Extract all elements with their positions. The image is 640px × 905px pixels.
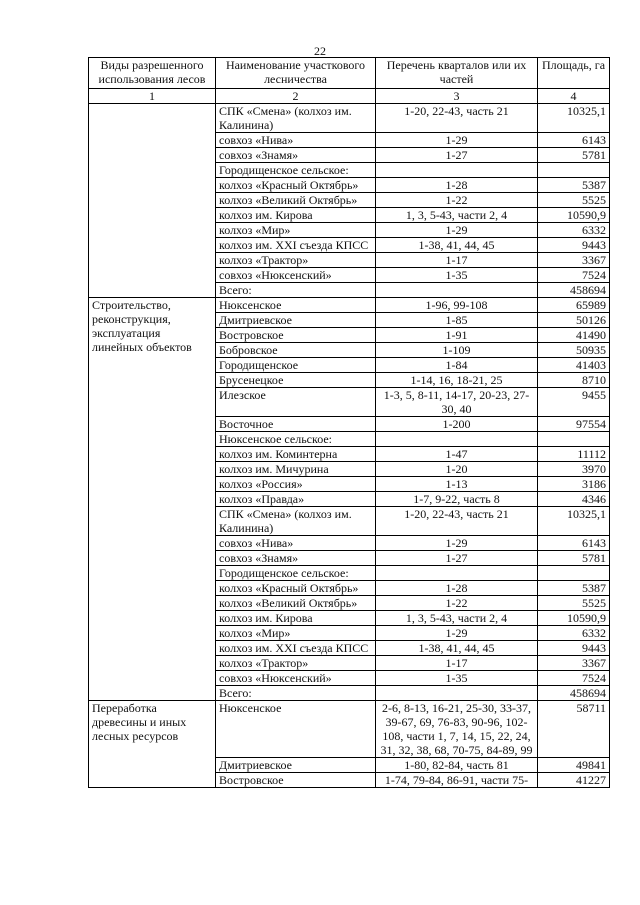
block-list-cell: 1-20: [376, 462, 538, 477]
block-list-cell: 1-38, 41, 44, 45: [376, 238, 538, 253]
block-list-cell: 1-96, 99-108: [376, 298, 538, 313]
area-cell: 3186: [538, 477, 610, 492]
block-list-cell: 1-7, 9-22, часть 8: [376, 492, 538, 507]
block-list-cell: [376, 686, 538, 701]
forestry-name-cell: Нюксенское: [216, 701, 376, 758]
table-row: [89, 701, 610, 758]
forestry-name-cell: совхоз «Нива»: [216, 536, 376, 551]
forestry-name-cell: Илезское: [216, 388, 376, 417]
forestry-name-cell: колхоз им. Коминтерна: [216, 447, 376, 462]
area-cell: [538, 432, 610, 447]
area-cell: 9443: [538, 238, 610, 253]
area-cell: 4346: [538, 492, 610, 507]
forestry-name-cell: совхоз «Знамя»: [216, 148, 376, 163]
forestry-name-cell: колхоз «Красный Октябрь»: [216, 178, 376, 193]
block-list-cell: 1-22: [376, 193, 538, 208]
area-cell: 11112: [538, 447, 610, 462]
block-list-cell: 1-29: [376, 223, 538, 238]
block-list-cell: 1-38, 41, 44, 45: [376, 641, 538, 656]
table-row: [89, 298, 610, 313]
forestry-name-cell: колхоз «Красный Октябрь»: [216, 581, 376, 596]
block-list-cell: 1-35: [376, 268, 538, 283]
block-list-cell: 1-17: [376, 656, 538, 671]
header-forestry-name: Наименование участкового лесничества: [216, 58, 376, 89]
forestry-name-cell: Брусенецкое: [216, 373, 376, 388]
area-cell: 5781: [538, 551, 610, 566]
column-number: 2: [216, 89, 376, 104]
forestry-name-cell: Городищенское сельское:: [216, 566, 376, 581]
forestry-name-cell: Дмитриевское: [216, 313, 376, 328]
area-cell: 6332: [538, 626, 610, 641]
forestry-name-cell: колхоз «Великий Октябрь»: [216, 193, 376, 208]
forestry-name-cell: Всего:: [216, 283, 376, 298]
area-cell: 9455: [538, 388, 610, 417]
area-cell: 58711: [538, 701, 610, 758]
area-cell: 10325,1: [538, 104, 610, 133]
area-cell: 8710: [538, 373, 610, 388]
block-list-cell: 1-29: [376, 133, 538, 148]
forestry-name-cell: колхоз «Мир»: [216, 223, 376, 238]
block-list-cell: 1, 3, 5-43, части 2, 4: [376, 208, 538, 223]
area-cell: 50935: [538, 343, 610, 358]
area-cell: 3367: [538, 253, 610, 268]
forestry-name-cell: колхоз им. Мичурина: [216, 462, 376, 477]
block-list-cell: 1-3, 5, 8-11, 14-17, 20-23, 27-30, 40: [376, 388, 538, 417]
block-list-cell: 1-85: [376, 313, 538, 328]
block-list-cell: [376, 432, 538, 447]
block-list-cell: 1-29: [376, 626, 538, 641]
block-list-cell: 2-6, 8-13, 16-21, 25-30, 33-37, 39-67, 69, 76-83, 90-96, 102-108, части 1, 7, 14, 15, 22, 24, 31, 32, 38, 68, 70-75, 84-89, 99: [376, 701, 538, 758]
area-cell: 7524: [538, 671, 610, 686]
use-type-cell: Строительство, реконструкция, эксплуатация линейных объектов: [89, 298, 216, 701]
forestry-name-cell: колхоз «Трактор»: [216, 253, 376, 268]
block-list-cell: 1-20, 22-43, часть 21: [376, 104, 538, 133]
area-cell: 10590,9: [538, 208, 610, 223]
block-list-cell: 1-91: [376, 328, 538, 343]
forestry-name-cell: Востровское: [216, 773, 376, 788]
use-type-cell: Переработка древесины и иных лесных ресурсов: [89, 701, 216, 788]
area-cell: 41227: [538, 773, 610, 788]
forestry-name-cell: колхоз «Трактор»: [216, 656, 376, 671]
forestry-name-cell: колхоз им. XXI съезда КПСС: [216, 238, 376, 253]
area-cell: 3367: [538, 656, 610, 671]
forestry-name-cell: Нюксенское сельское:: [216, 432, 376, 447]
block-list-cell: 1-20, 22-43, часть 21: [376, 507, 538, 536]
table-row: [89, 104, 610, 133]
forestry-name-cell: колхоз им. Кирова: [216, 208, 376, 223]
area-cell: [538, 566, 610, 581]
use-type-cell: [89, 104, 216, 298]
block-list-cell: 1-47: [376, 447, 538, 462]
column-number: 4: [538, 89, 610, 104]
block-list-cell: 1, 3, 5-43, части 2, 4: [376, 611, 538, 626]
column-number: 3: [376, 89, 538, 104]
forestry-name-cell: Городищенское: [216, 358, 376, 373]
forestry-name-cell: колхоз «Россия»: [216, 477, 376, 492]
area-cell: 5781: [538, 148, 610, 163]
block-list-cell: 1-27: [376, 148, 538, 163]
block-list-cell: [376, 163, 538, 178]
block-list-cell: 1-13: [376, 477, 538, 492]
page-number: 22: [314, 44, 326, 58]
column-number-row: [89, 89, 610, 104]
forestry-name-cell: Бобровское: [216, 343, 376, 358]
block-list-cell: 1-28: [376, 581, 538, 596]
forestry-name-cell: совхоз «Нива»: [216, 133, 376, 148]
block-list-cell: 1-27: [376, 551, 538, 566]
block-list-cell: [376, 566, 538, 581]
forestry-name-cell: колхоз им. XXI съезда КПСС: [216, 641, 376, 656]
block-list-cell: 1-17: [376, 253, 538, 268]
forestry-name-cell: СПК «Смена» (колхоз им. Калинина): [216, 507, 376, 536]
area-cell: 10325,1: [538, 507, 610, 536]
forestry-name-cell: колхоз «Великий Октябрь»: [216, 596, 376, 611]
block-list-cell: 1-200: [376, 417, 538, 432]
forestry-name-cell: колхоз «Мир»: [216, 626, 376, 641]
block-list-cell: 1-74, 79-84, 86-91, части 75-: [376, 773, 538, 788]
area-cell: 50126: [538, 313, 610, 328]
area-cell: 65989: [538, 298, 610, 313]
forestry-name-cell: Нюксенское: [216, 298, 376, 313]
column-number: 1: [89, 89, 216, 104]
block-list-cell: 1-109: [376, 343, 538, 358]
forest-use-table: [88, 57, 610, 788]
block-list-cell: 1-29: [376, 536, 538, 551]
forestry-name-cell: Востровское: [216, 328, 376, 343]
forestry-name-cell: Всего:: [216, 686, 376, 701]
area-cell: 7524: [538, 268, 610, 283]
block-list-cell: 1-84: [376, 358, 538, 373]
area-cell: 6143: [538, 133, 610, 148]
area-cell: [538, 163, 610, 178]
area-cell: 41403: [538, 358, 610, 373]
forestry-name-cell: совхоз «Знамя»: [216, 551, 376, 566]
forestry-name-cell: Дмитриевское: [216, 758, 376, 773]
area-cell: 5525: [538, 596, 610, 611]
area-cell: 458694: [538, 283, 610, 298]
area-cell: 5387: [538, 581, 610, 596]
area-cell: 5525: [538, 193, 610, 208]
area-cell: 6143: [538, 536, 610, 551]
forestry-name-cell: колхоз им. Кирова: [216, 611, 376, 626]
area-cell: 9443: [538, 641, 610, 656]
area-cell: 97554: [538, 417, 610, 432]
area-cell: 10590,9: [538, 611, 610, 626]
header-area: Площадь, га: [538, 58, 610, 89]
area-cell: 3970: [538, 462, 610, 477]
table-header-row: [89, 58, 610, 89]
block-list-cell: 1-35: [376, 671, 538, 686]
block-list-cell: 1-28: [376, 178, 538, 193]
area-cell: 5387: [538, 178, 610, 193]
forestry-name-cell: совхоз «Нюксенский»: [216, 268, 376, 283]
block-list-cell: 1-22: [376, 596, 538, 611]
forestry-name-cell: Восточное: [216, 417, 376, 432]
forestry-name-cell: Городищенское сельское:: [216, 163, 376, 178]
area-cell: 6332: [538, 223, 610, 238]
header-block-list: Перечень кварталов или их частей: [376, 58, 538, 89]
forestry-name-cell: СПК «Смена» (колхоз им. Калинина): [216, 104, 376, 133]
area-cell: 49841: [538, 758, 610, 773]
header-use-type: Виды разрешенного использования лесов: [89, 58, 216, 89]
table-body: [89, 104, 610, 788]
block-list-cell: 1-14, 16, 18-21, 25: [376, 373, 538, 388]
block-list-cell: 1-80, 82-84, часть 81: [376, 758, 538, 773]
area-cell: 41490: [538, 328, 610, 343]
forestry-name-cell: колхоз «Правда»: [216, 492, 376, 507]
forestry-name-cell: совхоз «Нюксенский»: [216, 671, 376, 686]
area-cell: 458694: [538, 686, 610, 701]
block-list-cell: [376, 283, 538, 298]
